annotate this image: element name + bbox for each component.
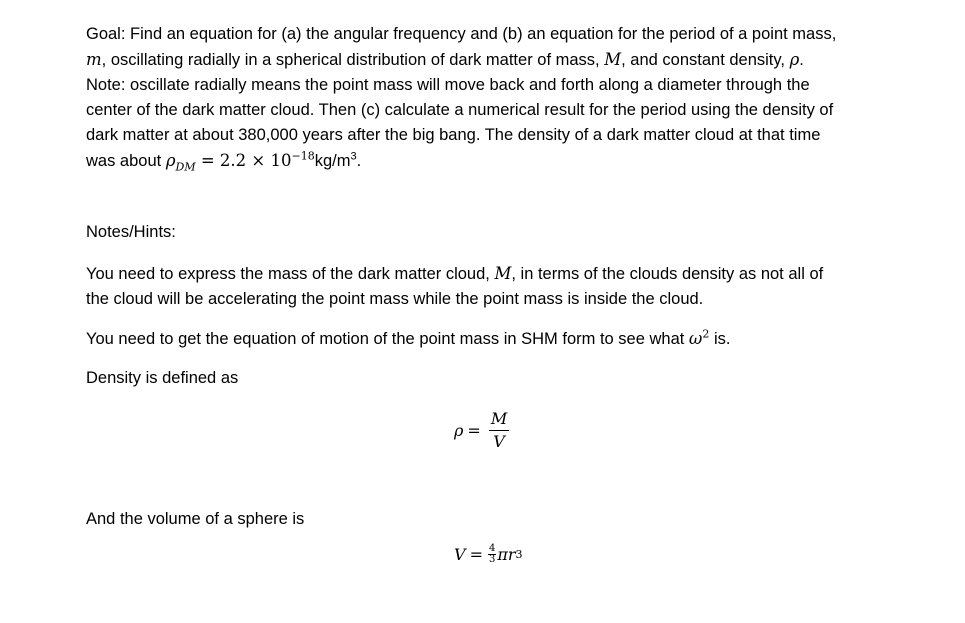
- goal-line-4: center of the dark matter cloud. Then (c) calculate a numerical result for the period using the density of: [86, 101, 834, 119]
- density-equation: [454, 405, 509, 455]
- notes-heading: Notes/Hints:: [86, 223, 176, 241]
- density-eq-lhs: ρ: [454, 420, 464, 440]
- goal-line-5: dark matter at about 380,000 years after the big bang. The density of a dark matter cloud at that time: [86, 126, 821, 144]
- density-eq-equals: =: [467, 420, 481, 440]
- density-eq-denominator: V: [493, 431, 505, 451]
- hint-2-end: is.: [709, 330, 731, 348]
- density-eq-numerator: M: [489, 410, 509, 431]
- density-exponent: −18: [291, 149, 315, 163]
- density-definition-intro: Density is defined as: [86, 369, 239, 387]
- hint-1-text-3: the cloud will be accelerating the point mass while the point mass is inside the cloud.: [86, 290, 704, 308]
- density-unit: kg/m: [314, 152, 351, 170]
- volume-intro: And the volume of a sphere is: [86, 510, 305, 528]
- symbol-m: m: [86, 50, 102, 69]
- volume-eq-r: r: [507, 545, 516, 564]
- hint-mass-paragraph: [86, 261, 916, 312]
- hint-1-text: You need to express the mass of the dark matter cloud,: [86, 265, 495, 283]
- density-eq-fraction: [489, 410, 509, 451]
- volume-eq-pi: π: [497, 545, 508, 564]
- goal-line-6-end: .: [356, 152, 362, 170]
- density-unit-exponent: 3: [350, 150, 357, 163]
- hint-shm-paragraph: [86, 326, 916, 352]
- goal-line-2-text-2: , and constant density,: [621, 51, 790, 69]
- density-value: = 2.2 × 10: [195, 151, 292, 170]
- volume-eq-equals: =: [469, 545, 483, 564]
- symbol-M: M: [604, 50, 622, 69]
- goal-line-6-text: was about: [86, 152, 166, 170]
- volume-equation: V = $\frac{4}{3}$ π r 3: [454, 543, 523, 565]
- symbol-M-hint: M: [494, 264, 512, 283]
- goal-paragraph: [86, 22, 916, 174]
- volume-eq-fraction: [488, 544, 496, 565]
- subscript-dm: DM: [175, 160, 196, 174]
- document-body: [86, 22, 916, 565]
- omega-exponent: 2: [702, 327, 710, 341]
- hint-1-text-2: , in terms of the clouds density as not all of: [511, 265, 824, 283]
- symbol-rho-dm: ρ: [165, 151, 176, 170]
- goal-line-2-text: , oscillating radially in a spherical distribution of dark matter of mass,: [101, 51, 605, 69]
- symbol-omega: ω: [688, 329, 703, 348]
- volume-eq-frac-num: 4: [488, 543, 496, 554]
- volume-eq-frac-den: 3: [488, 554, 496, 565]
- hint-2-text: You need to get the equation of motion of the point mass in SHM form to see what: [86, 330, 689, 348]
- goal-line-2-end: .: [799, 51, 804, 69]
- symbol-rho: ρ: [789, 50, 800, 69]
- goal-line-1: Goal: Find an equation for (a) the angular frequency and (b) an equation for the period of a point mass,: [86, 25, 837, 43]
- volume-eq-lhs: V: [454, 545, 466, 564]
- goal-line-3: Note: oscillate radially means the point mass will move back and forth along a diameter through the: [86, 76, 810, 94]
